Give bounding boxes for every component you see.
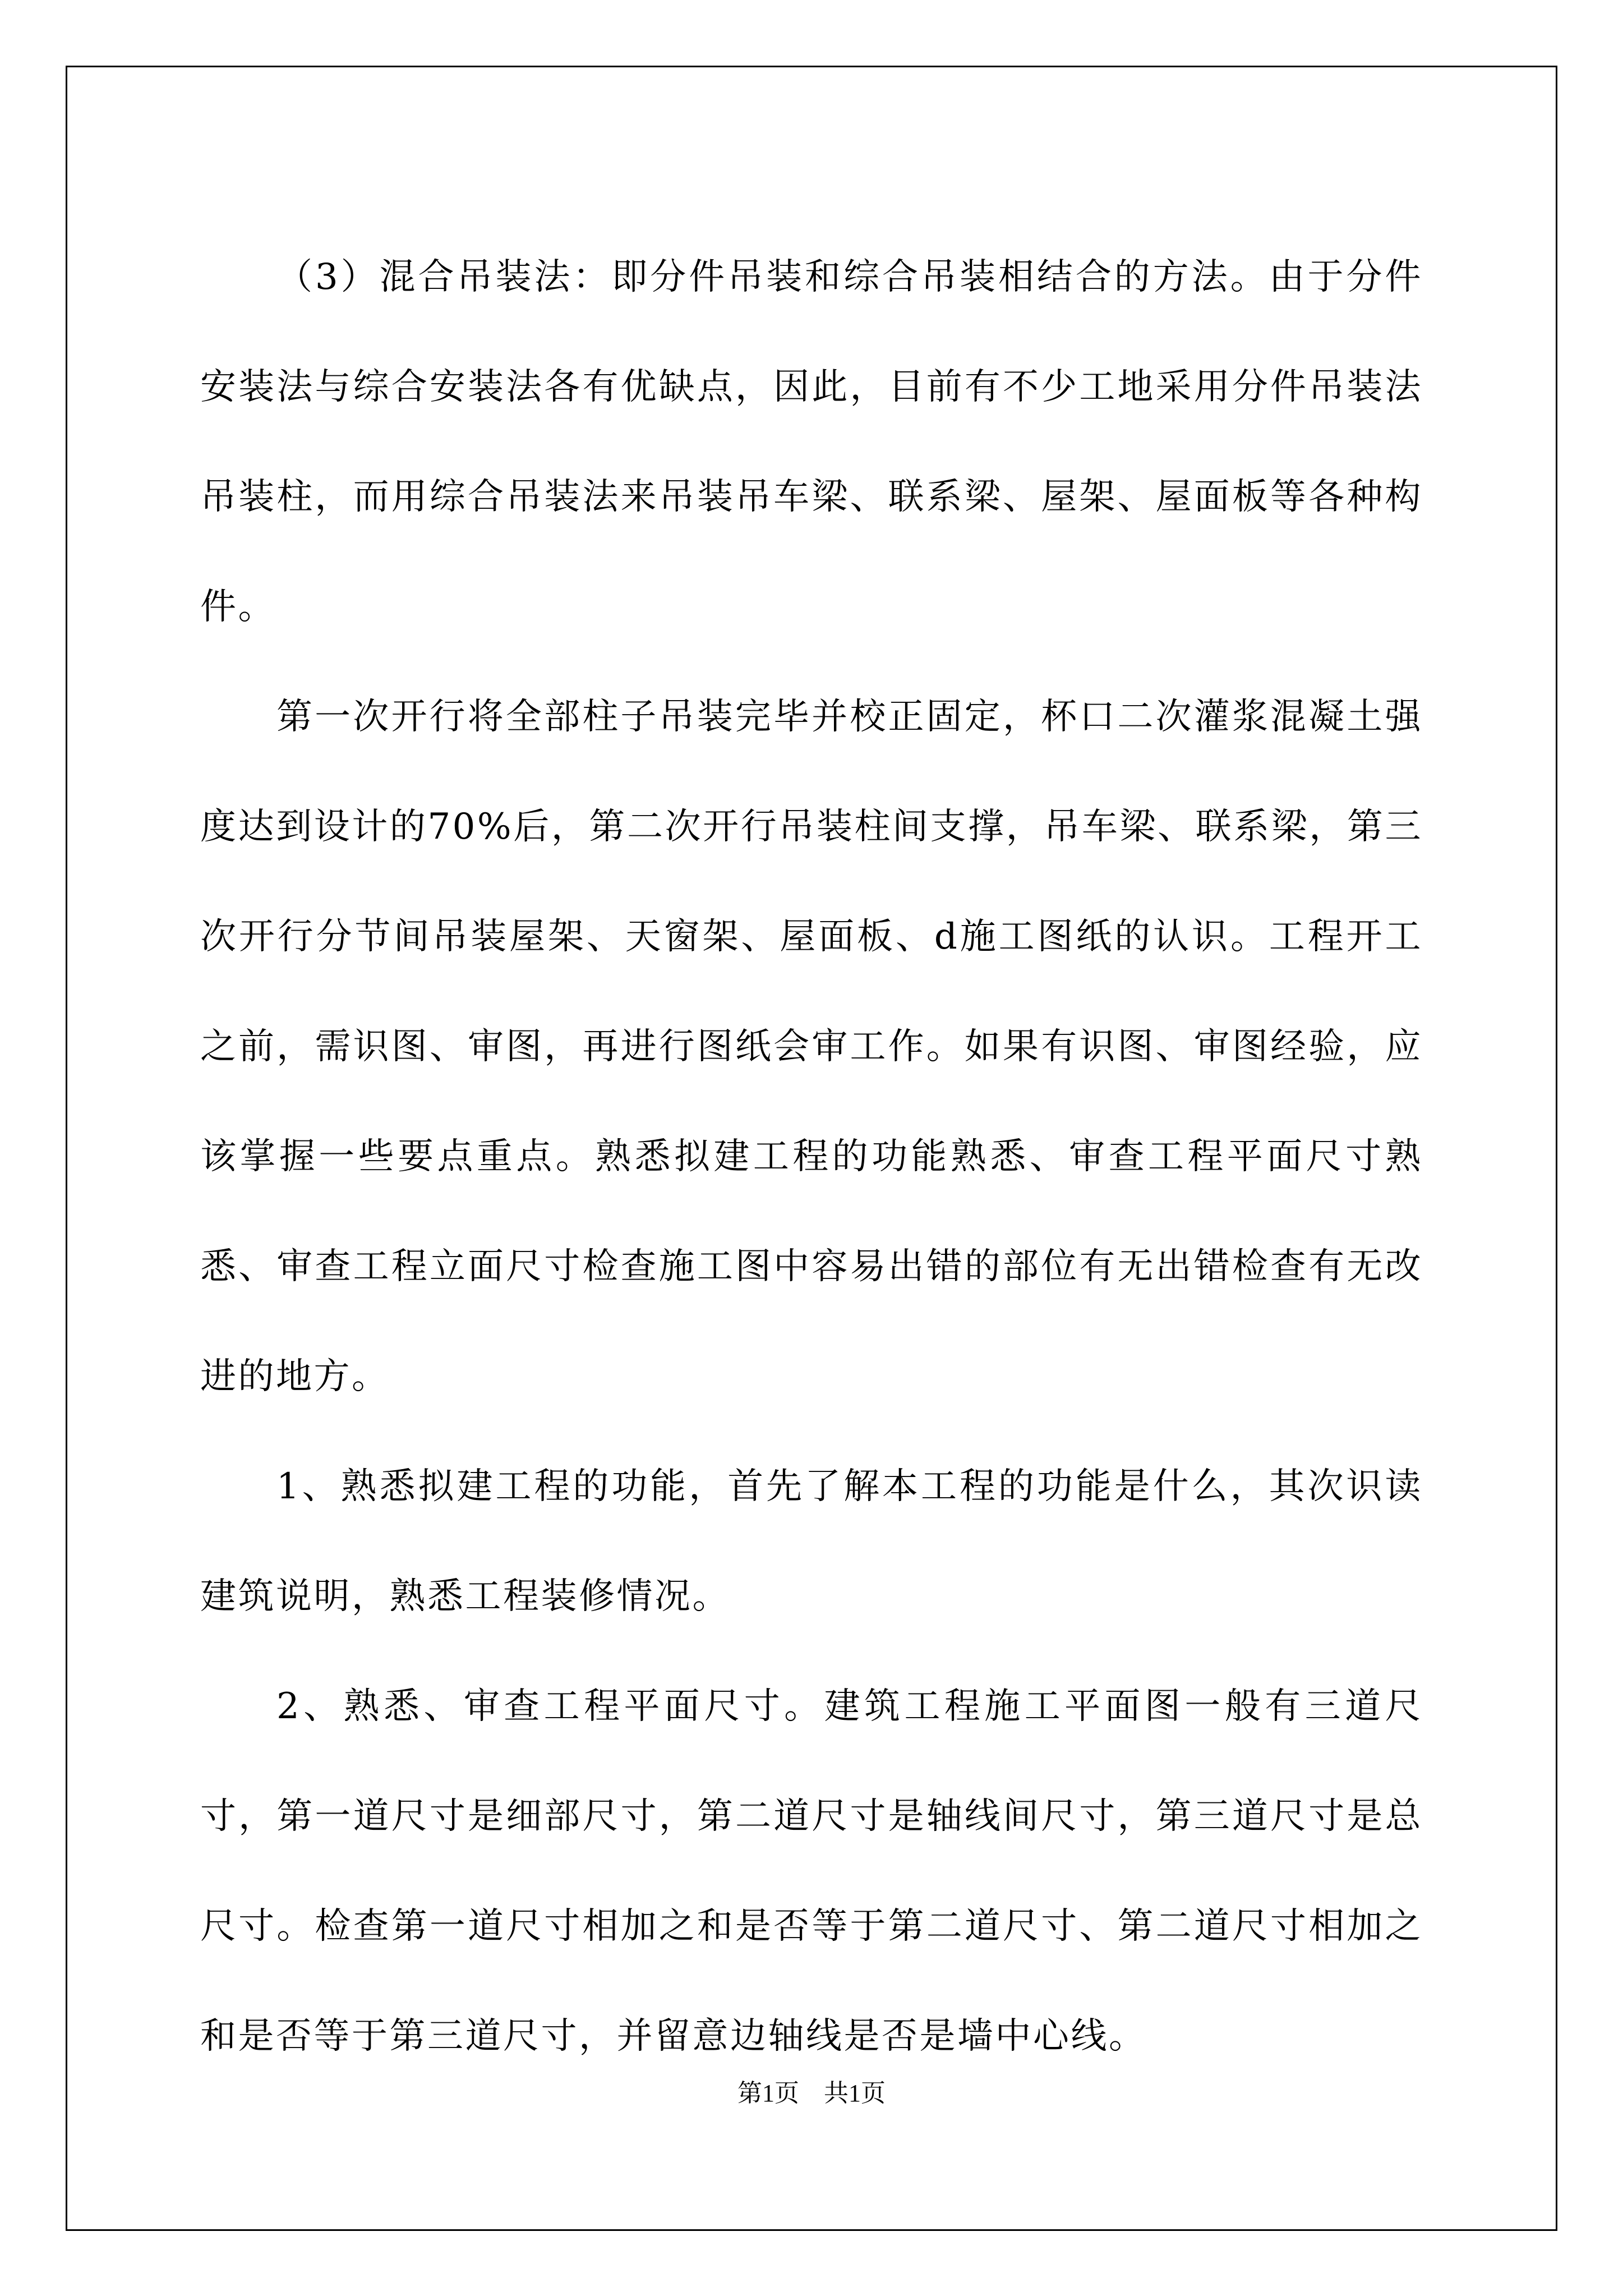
paragraph-mixed-hoisting-method: （3）混合吊装法：即分件吊装和综合吊装相结合的方法。由于分件安装法与综合安装法各有优缺点，因此，目前有不少工地采用分件吊装法吊装柱，而用综合吊装法来吊装吊车梁、联系梁、屋架、屋面板等各种构件。: [200, 256, 1423, 628]
page-number-footer: 第1页 共1页: [737, 2079, 886, 2107]
paragraph-project-function: 1、熟悉拟建工程的功能，首先了解本工程的功能是什么，其次识读建筑说明，熟悉工程装修情况。: [200, 1466, 1423, 1617]
document-body: [200, 222, 1423, 2091]
paragraph-first-pass-hoisting: 第一次开行将全部柱子吊装完毕并校正固定，杯口二次灌浆混凝土强度达到设计的70%后，第二次开行吊装柱间支撑，吊车梁、联系梁，第三次开行分节间吊装屋架、天窗架、屋面板、d施工图纸的认识。工程开工之前，需识图、审图，再进行图纸会审工作。如果有识图、审图经验，应该掌握一些要点重点。熟悉拟建工程的功能熟悉、审查工程平面尺寸熟悉、审查工程立面尺寸检查施工图中容易出错的部位有无出错检查有无改进的地方。: [200, 696, 1423, 1397]
paragraph-plan-dimensions: 2、熟悉、审查工程平面尺寸。建筑工程施工平面图一般有三道尺寸，第一道尺寸是细部尺寸，第二道尺寸是轴线间尺寸，第三道尺寸是总尺寸。检查第一道尺寸相加之和是否等于第二道尺寸、第二道尺寸相加之和是否等于第三道尺寸，并留意边轴线是否是墙中心线。: [200, 1686, 1423, 2057]
